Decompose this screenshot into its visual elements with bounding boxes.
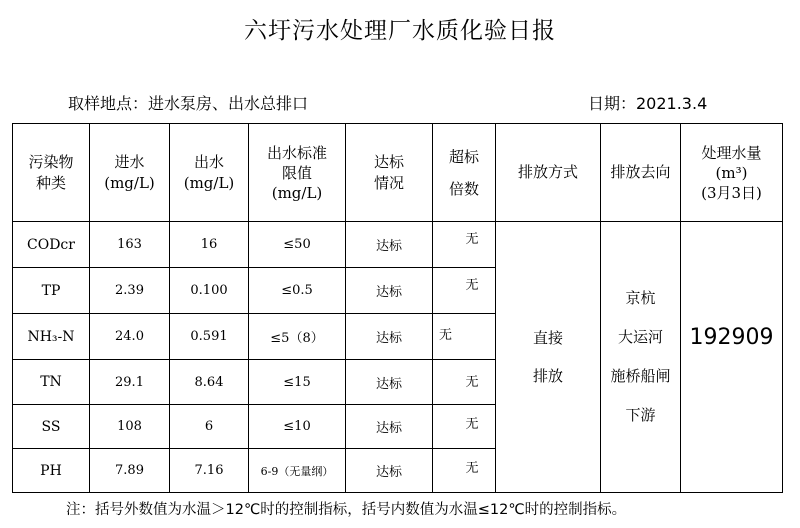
outflow-cell: 7.16 [170,449,249,493]
limit-cell: 6-9（无量纲） [249,449,346,493]
pollutant-cell: SS [13,405,90,449]
exceed-cell: 无 [433,405,496,449]
inflow-cell: 108 [90,405,170,449]
header-inflow: 进水 (mg/L) [90,124,170,222]
pollutant-cell: CODcr [13,222,90,268]
limit-cell: ≤10 [249,405,346,449]
limit-cell: ≤15 [249,360,346,405]
limit-cell: ≤50 [249,222,346,268]
pollutant-cell: PH [13,449,90,493]
compliance-cell: 达标 [346,449,433,493]
outflow-cell: 16 [170,222,249,268]
treated-volume-cell: 192909 [681,222,783,493]
report-title: 六圩污水处理厂水质化验日报 [244,18,556,44]
header-compliance: 达标 情况 [346,124,433,222]
report-date: 日期：2021.3.4 [588,94,708,113]
outflow-cell: 6 [170,405,249,449]
exceed-cell: 无 [433,314,496,360]
inflow-cell: 29.1 [90,360,170,405]
sampling-location: 取样地点：进水泵房、出水总排口 [68,94,309,113]
exceed-cell: 无 [433,268,496,314]
compliance-cell: 达标 [346,268,433,314]
exceed-cell: 无 [433,449,496,493]
header-discharge-dest: 排放去向 [601,124,681,222]
pollutant-cell: NH₃-N [13,314,90,360]
compliance-cell: 达标 [346,222,433,268]
exceed-cell: 无 [433,222,496,268]
discharge-destination-cell: 京杭 大运河 施桥船闸 下游 [601,222,681,493]
limit-cell: ≤0.5 [249,268,346,314]
compliance-cell: 达标 [346,405,433,449]
water-quality-table [12,123,783,493]
inflow-cell: 7.89 [90,449,170,493]
header-exceed: 超标 倍数 [433,124,496,222]
discharge-method-cell: 直接 排放 [496,222,601,493]
pollutant-cell: TN [13,360,90,405]
outflow-cell: 8.64 [170,360,249,405]
compliance-cell: 达标 [346,360,433,405]
header-limit: 出水标准 限值 (mg/L) [249,124,346,222]
limit-cell: ≤5（8） [249,314,346,360]
outflow-cell: 0.591 [170,314,249,360]
compliance-cell: 达标 [346,314,433,360]
header-volume: 处理水量 (m³) (3月3日) [681,124,783,222]
pollutant-cell: TP [13,268,90,314]
exceed-cell: 无 [433,360,496,405]
inflow-cell: 24.0 [90,314,170,360]
header-row [13,124,783,222]
outflow-cell: 0.100 [170,268,249,314]
footnote: 注：括号外数值为水温＞12℃时的控制指标，括号内数值为水温≤12℃时的控制指标。 [66,502,627,518]
header-discharge-method: 排放方式 [496,124,601,222]
inflow-cell: 2.39 [90,268,170,314]
inflow-cell: 163 [90,222,170,268]
table-row [13,222,783,268]
header-pollutant: 污染物 种类 [13,124,90,222]
header-outflow: 出水 (mg/L) [170,124,249,222]
